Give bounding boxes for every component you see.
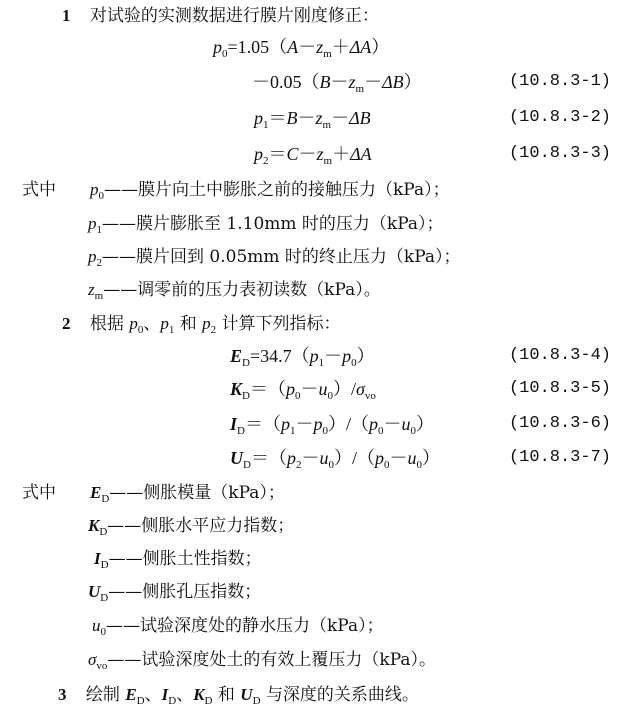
definition-p0: $p_0——$膜片向土中膨胀之前的接触压力（kPa）； [90, 180, 450, 202]
equation-KD: $K_D=(p_0-u_0)/\sigma_{vo}$ [230, 379, 376, 402]
where-label: 式中 [22, 483, 56, 503]
equation-ref: (10.8.3-5) [508, 379, 611, 398]
definition-sigma-vo: $\sigma_{vo}——$试验深度处土的有效上覆压力（kPa）。 [88, 650, 437, 672]
equation-p0-line2: $-0.05(B-z_m-\Delta B)$ [252, 72, 422, 95]
item-text: 对试验的实测数据进行膜片刚度修正： [89, 6, 379, 26]
equation-ID: $I_D=(p_1-p_0)/(p_0-u_0)$ [230, 414, 434, 437]
equation-ED: $E_D=34.7(p_1-p_0)$ [230, 346, 375, 369]
where-label: 式中 [22, 180, 56, 200]
equation-ref: (10.8.3-2) [508, 108, 611, 127]
definition-ED: $E_D——$侧胀模量（kPa）； [90, 483, 285, 505]
equation-p2: $p_2=C-z_m+\Delta A$ [254, 144, 372, 167]
item-3: 3 绘制 $E_D$、$I_D$、$K_D$ 和 $U_D$ 与深度的关系曲线。 [58, 685, 419, 707]
definition-KD: $K_D——$侧胀水平应力指数； [88, 516, 295, 538]
equation-ref: (10.8.3-1) [508, 72, 611, 91]
item-number: 1 [62, 6, 71, 25]
definition-u0: $u_0——$试验深度处的静水压力（kPa）； [92, 616, 384, 638]
definition-zm: $z_m——$调零前的压力表初读数（kPa）。 [88, 280, 381, 302]
item-1 [62, 4, 379, 28]
definition-ID: $I_D——$侧胀土性指数； [94, 549, 262, 571]
definition-p2: $p_2——$膜片回到 0.05mm 时的终止压力（kPa）； [88, 247, 461, 269]
equation-ref: (10.8.3-6) [508, 414, 611, 433]
equation-ref: (10.8.3-7) [508, 448, 611, 467]
definition-p1: $p_1——$膜片膨胀至 1.10mm 时的压力（kPa）； [88, 214, 444, 236]
equation-p0-line1: $p_0=1.05(A-z_m+\Delta A)$ [213, 37, 390, 60]
equation-UD: $U_D=(p_2-u_0)/(p_0-u_0)$ [230, 448, 440, 471]
equation-ref: (10.8.3-4) [508, 346, 611, 365]
equation-ref: (10.8.3-3) [508, 144, 611, 163]
definition-UD: $U_D——$侧胀孔压指数； [88, 582, 262, 604]
item-2: 2 根据 $p_0$、$p_1$ 和 $p_2$ 计算下列指标： [62, 314, 341, 336]
equation-p1: $p_1=B-z_m-\Delta B$ [254, 108, 371, 131]
